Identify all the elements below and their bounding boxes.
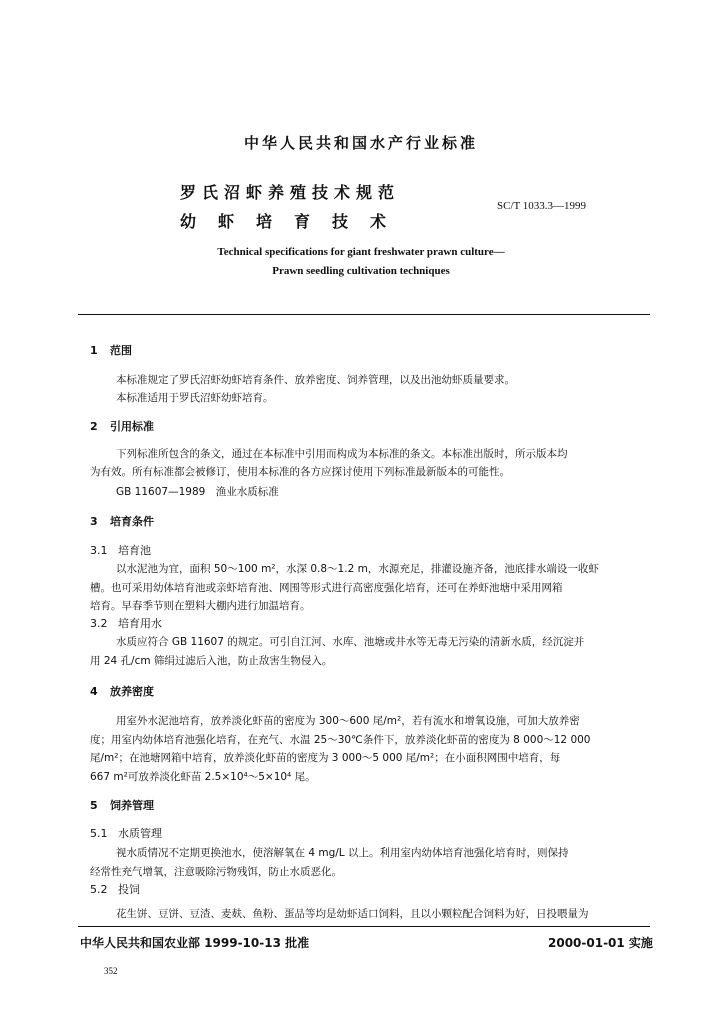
paragraph: 用室外水泥池培育，放养淡化虾苗的密度为 300～600 尾/m²，若有流水和增氧设施，可加大放养密 xyxy=(116,715,580,727)
subsection-title: 水质管理 xyxy=(118,827,162,840)
title-en-line2: Prawn seedling cultivation techniques xyxy=(272,265,450,277)
subsection-title: 培育池 xyxy=(118,544,151,557)
section-number: 4 xyxy=(90,685,98,698)
paragraph: 以水泥池为宜，面积 50～100 m²，水深 0.8～1.2 m，水源充足，排灌设施齐备，池底排水端设一收虾 xyxy=(116,563,599,575)
section-heading-5 xyxy=(90,797,154,813)
reference-item: GB 11607—1989 渔业水质标准 xyxy=(116,486,279,498)
paragraph: 尾/m²；在池塘网箱中培育，放养淡化虾苗的密度为 3 000～5 000 尾/m²；在小面积网围中培育，每 xyxy=(90,752,561,764)
title-en-line1: Technical specifications for giant freshwater prawn culture— xyxy=(217,246,505,258)
title-cn-line2: 幼虾培育技术 xyxy=(180,212,409,231)
standard-code: SC/T 1033.3—1999 xyxy=(497,200,587,212)
paragraph: 水质应符合 GB 11607 的规定。可引自江河、水库、池塘或井水等无毒无污染的清新水质，经沉淀并 xyxy=(116,636,585,648)
subsection-heading-5-1 xyxy=(90,825,162,841)
footer-divider xyxy=(78,926,650,927)
paragraph: 槽。也可采用幼体培育池或亲虾培育池、网围等形式进行高密度强化培育，还可在养虾池塘中采用网箱 xyxy=(90,582,563,594)
subsection-title: 投饲 xyxy=(118,883,140,896)
section-heading-4 xyxy=(90,683,154,699)
paragraph: 视水质情况不定期更换池水，使溶解氧在 4 mg/L 以上。利用室内幼体培育池强化培育时，则保持 xyxy=(116,847,569,859)
section-number: 3 xyxy=(90,515,98,528)
subsection-heading-5-2 xyxy=(90,881,140,897)
section-heading-3 xyxy=(90,513,154,529)
header-divider xyxy=(78,314,650,315)
paragraph: 度；用室内幼体培育池强化培育，在充气、水温 25～30℃条件下，放养淡化虾苗的密度为 8 000～12 000 xyxy=(90,734,591,746)
subsection-number: 3.1 xyxy=(90,544,108,557)
section-number: 1 xyxy=(90,344,98,357)
subsection-heading-3-1 xyxy=(90,542,151,558)
section-number: 5 xyxy=(90,799,98,812)
section-title: 放养密度 xyxy=(110,685,154,698)
standard-category: 中华人民共和国水产行业标准 xyxy=(243,134,478,152)
section-title: 培育条件 xyxy=(110,515,154,528)
paragraph: 本标准适用于罗氏沼虾幼虾培育。 xyxy=(116,392,274,404)
subsection-title: 培育用水 xyxy=(118,617,162,630)
section-title: 饲养管理 xyxy=(110,799,154,812)
paragraph: 培育。早春季节则在塑料大棚内进行加温培育。 xyxy=(90,600,311,612)
subsection-heading-3-2 xyxy=(90,615,162,631)
section-heading-1 xyxy=(90,342,132,358)
paragraph: 用 24 孔/cm 筛绢过滤后入池，防止敌害生物侵入。 xyxy=(90,655,333,667)
page-number: 352 xyxy=(104,966,118,976)
title-cn-line1: 罗氏沼虾养殖技术规范 xyxy=(180,183,401,202)
paragraph: 经常性充气增氧，注意吸除污物残饵，防止水质恶化。 xyxy=(90,866,342,878)
approval-info: 中华人民共和国农业部 1999-10-13 批准 xyxy=(80,936,310,950)
section-title: 引用标准 xyxy=(110,420,154,433)
subsection-number: 5.1 xyxy=(90,827,108,840)
paragraph: 为有效。所有标准都会被修订，使用本标准的各方应探讨使用下列标准最新版本的可能性。 xyxy=(90,466,510,478)
section-number: 2 xyxy=(90,420,98,433)
paragraph: 下列标准所包含的条文，通过在本标准中引用而构成为本标准的条文。本标准出版时，所示版本均 xyxy=(116,448,568,460)
paragraph: 花生饼、豆饼、豆渣、麦麸、鱼粉、蛋品等均是幼虾适口饲料，且以小颗粒配合饲料为好，日投喂量为 xyxy=(116,908,589,920)
implementation-date: 2000-01-01 实施 xyxy=(548,936,653,950)
section-heading-2 xyxy=(90,418,154,434)
paragraph: 本标准规定了罗氏沼虾幼虾培育条件、放养密度、饲养管理，以及出池幼虾质量要求。 xyxy=(116,374,515,386)
section-title: 范围 xyxy=(110,344,132,357)
subsection-number: 3.2 xyxy=(90,617,108,630)
subsection-number: 5.2 xyxy=(90,883,108,896)
paragraph: 667 m²可放养淡化虾苗 2.5×10⁴～5×10⁴ 尾。 xyxy=(90,771,316,783)
